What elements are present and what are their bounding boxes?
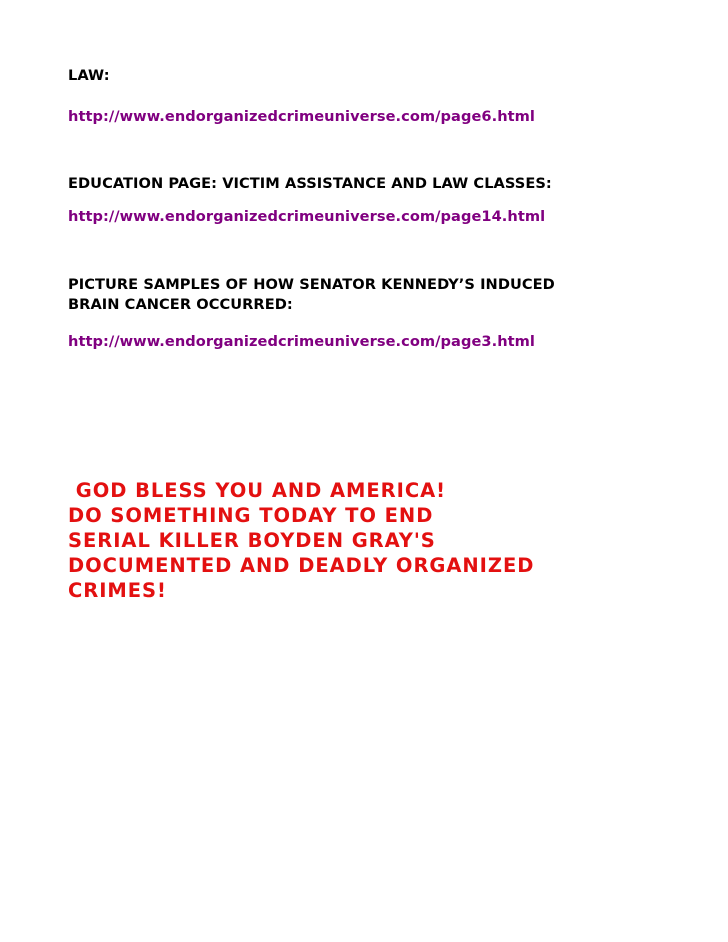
education-page-link[interactable]: http://www.endorganizedcrimeuniverse.com/page14.html xyxy=(68,208,546,225)
closing-line-3: SERIAL KILLER BOYDEN GRAY'S xyxy=(68,529,436,552)
section-heading-law: LAW: xyxy=(68,67,110,84)
section-heading-education: EDUCATION PAGE: VICTIM ASSISTANCE AND LAW CLASSES: xyxy=(68,175,552,192)
pictures-page-link[interactable]: http://www.endorganizedcrimeuniverse.com/page3.html xyxy=(68,333,535,350)
law-page-link[interactable]: http://www.endorganizedcrimeuniverse.com/page6.html xyxy=(68,108,535,125)
closing-line-5: CRIMES! xyxy=(68,579,167,602)
section-heading-pictures-line-1: PICTURE SAMPLES OF HOW SENATOR KENNEDY’S INDUCED xyxy=(68,276,555,293)
closing-line-2: DO SOMETHING TODAY TO END xyxy=(68,504,434,527)
closing-line-1: GOD BLESS YOU AND AMERICA! xyxy=(68,479,447,502)
section-heading-pictures-line-2: BRAIN CANCER OCCURRED: xyxy=(68,296,293,313)
closing-line-4: DOCUMENTED AND DEADLY ORGANIZED xyxy=(68,554,535,577)
